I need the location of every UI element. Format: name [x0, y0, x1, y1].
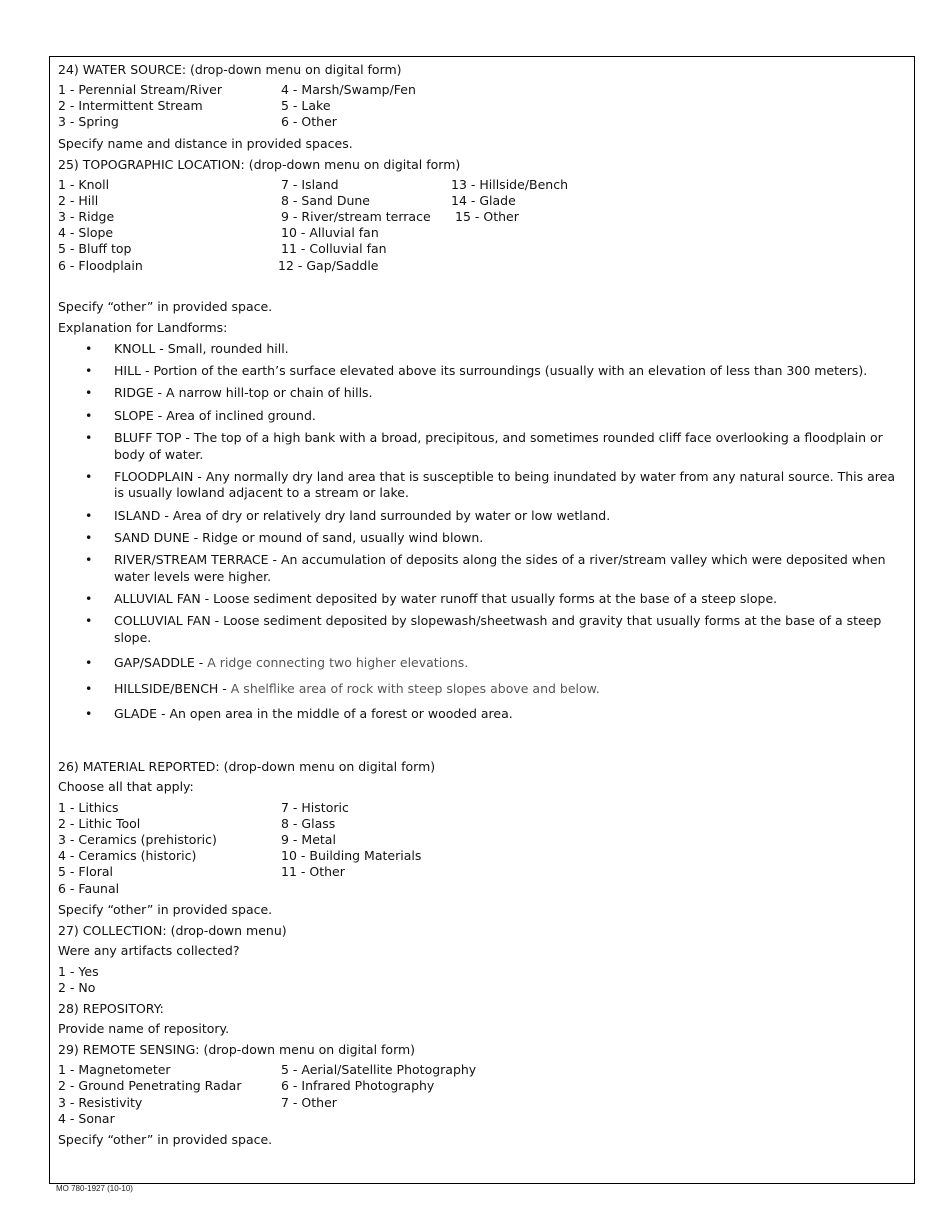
option: 5 - Aerial/Satellite Photography	[281, 1062, 477, 1078]
bullet-icon: •	[85, 613, 93, 629]
definition-term: FLOODPLAIN -	[114, 468, 206, 484]
option: 6 - Other	[281, 114, 337, 130]
definition-text: An accumulation of deposits along the sides of a river/stream valley which were deposited when water levels were higher.	[114, 552, 886, 584]
option: 3 - Ceramics (prehistoric)	[58, 832, 217, 847]
water-source-note: Specify name and distance in provided spaces.	[58, 135, 353, 151]
bullet-icon: •	[85, 340, 93, 356]
option: 6 - Floodplain	[58, 257, 143, 273]
definition-text: Loose sediment deposited by slopewash/sheetwash and gravity that usually forms at the base of a steep slope.	[114, 613, 882, 645]
repository-heading: 28) REPOSITORY:	[58, 1001, 164, 1017]
remote-sensing-heading: 29) REMOTE SENSING: (drop-down menu on digital form)	[58, 1042, 416, 1058]
option: 9 - Metal	[281, 832, 336, 847]
bullet-icon: •	[85, 552, 93, 568]
option: 3 - Ridge	[58, 209, 115, 225]
list-item	[58, 430, 906, 463]
definition-text: A ridge connecting two higher elevations.	[207, 655, 469, 671]
option	[281, 881, 581, 897]
option: 6 - Faunal	[58, 880, 120, 896]
definition-text: The top of a high bank with a broad, precipitous, and sometimes rounded cliff face overlooking a floodplain or body of water.	[114, 430, 883, 462]
option: 2 - No	[58, 980, 96, 996]
bullet-icon: •	[85, 591, 93, 606]
definition-text: Area of inclined ground.	[166, 407, 316, 423]
bullet-icon: •	[85, 680, 93, 696]
option: 2 - Lithic Tool	[58, 815, 141, 831]
definition-term: SAND DUNE -	[114, 529, 203, 545]
option: 11 - Colluvial fan	[281, 241, 387, 257]
definition-text: Portion of the earth’s surface elevated above its surroundings (usually with an elevation of less than 300 meters).	[153, 363, 868, 379]
list-item	[58, 706, 906, 723]
option: 3 - Resistivity	[58, 1094, 143, 1110]
option: 1 - Yes	[58, 963, 99, 979]
definition-term: HILL -	[114, 363, 154, 379]
list-item	[58, 591, 906, 608]
option: 2 - Intermittent Stream	[58, 98, 203, 114]
option: 7 - Historic	[281, 799, 349, 815]
list-item	[58, 341, 906, 358]
option: 4 - Marsh/Swamp/Fen	[281, 82, 416, 97]
repository-instruction: Provide name of repository.	[58, 1021, 230, 1037]
topographic-options	[58, 177, 906, 274]
remote-sensing-options	[58, 1062, 906, 1127]
list-item	[58, 552, 906, 585]
option: 10 - Alluvial fan	[281, 225, 379, 241]
option: 9 - River/stream terrace	[281, 209, 431, 225]
topographic-note: Specify “other” in provided space.	[58, 298, 273, 314]
option: 7 - Other	[281, 1094, 337, 1110]
material-note: Specify “other” in provided space.	[58, 901, 273, 917]
spacer	[58, 279, 906, 299]
option: 1 - Magnetometer	[58, 1062, 171, 1078]
option: 5 - Floral	[58, 864, 113, 880]
collection-heading: 27) COLLECTION: (drop-down menu)	[58, 922, 287, 938]
definition-term: GLADE -	[114, 706, 170, 722]
definition-term: RIVER/STREAM TERRACE -	[114, 552, 281, 568]
form-frame	[49, 56, 915, 1184]
definition-term: GAP/SADDLE -	[114, 655, 208, 671]
list-item	[58, 363, 906, 380]
list-item	[58, 385, 906, 402]
option	[451, 258, 651, 274]
option: 4 - Sonar	[58, 1110, 115, 1126]
definition-term: SLOPE -	[114, 407, 167, 423]
water-source-heading: 24) WATER SOURCE: (drop-down menu on digital form)	[58, 62, 402, 77]
bullet-icon: •	[85, 655, 93, 671]
list-item	[58, 655, 906, 672]
list-item	[58, 469, 906, 502]
collection-question: Were any artifacts collected?	[58, 942, 240, 958]
definition-text: Loose sediment deposited by water runoff that usually forms at the base of a steep slope.	[213, 591, 778, 606]
definition-text: A narrow hill-top or chain of hills.	[166, 385, 373, 401]
option: 15 - Other	[455, 209, 519, 225]
definition-text: An open area in the middle of a forest or wooded area.	[169, 706, 513, 722]
material-instruction: Choose all that apply:	[58, 778, 194, 794]
bullet-icon: •	[85, 468, 93, 484]
material-options	[58, 800, 906, 897]
form-number: MO 780-1927 (10-10)	[56, 1184, 133, 1193]
option: 2 - Ground Penetrating Radar	[58, 1078, 242, 1094]
bullet-icon: •	[85, 385, 93, 401]
material-heading: 26) MATERIAL REPORTED: (drop-down menu on digital form)	[58, 758, 436, 774]
landform-definitions	[58, 341, 906, 723]
bullet-icon: •	[85, 363, 93, 379]
definition-text: Ridge or mound of sand, usually wind blown.	[202, 529, 484, 545]
bullet-icon: •	[85, 507, 93, 523]
option	[451, 225, 651, 241]
definition-text: A shelflike area of rock with steep slopes above and below.	[230, 680, 600, 696]
option: 8 - Glass	[281, 815, 336, 831]
definition-term: ISLAND -	[114, 507, 173, 523]
option: 5 - Bluff top	[58, 241, 132, 257]
option: 10 - Building Materials	[281, 848, 422, 864]
list-item	[58, 613, 906, 646]
option: 8 - Sand Dune	[281, 192, 370, 208]
option: 7 - Island	[281, 176, 339, 192]
option	[281, 1111, 581, 1127]
collection-options	[58, 964, 906, 996]
definition-term: HILLSIDE/BENCH -	[114, 680, 231, 696]
water-source-options	[58, 82, 906, 131]
list-item	[58, 530, 906, 547]
list-item	[58, 508, 906, 525]
option: 11 - Other	[281, 864, 345, 880]
definition-term: BLUFF TOP -	[114, 430, 194, 446]
option: 2 - Hill	[58, 192, 99, 208]
option: 5 - Lake	[281, 98, 331, 114]
option: 4 - Ceramics (historic)	[58, 848, 197, 864]
option: 4 - Slope	[58, 225, 114, 241]
form-content	[58, 62, 906, 1153]
definition-term: RIDGE -	[114, 385, 167, 401]
definition-text: Any normally dry land area that is susceptible to being inundated by water from any natural source. This area is usually lowland adjacent to a stream or lake.	[114, 468, 896, 501]
definition-text: Area of dry or relatively dry land surrounded by water or low wetland.	[172, 507, 611, 523]
landform-explanation-title: Explanation for Landforms:	[58, 319, 228, 335]
option: 1 - Perennial Stream/River	[58, 82, 222, 97]
bullet-icon: •	[85, 430, 93, 446]
option: 1 - Lithics	[58, 799, 119, 815]
list-item	[58, 408, 906, 425]
option: 3 - Spring	[58, 114, 119, 130]
option: 1 - Knoll	[58, 176, 110, 192]
bullet-icon: •	[85, 407, 93, 423]
option: 13 - Hillside/Bench	[451, 176, 568, 192]
option: 6 - Infrared Photography	[281, 1078, 435, 1094]
topographic-heading: 25) TOPOGRAPHIC LOCATION: (drop-down menu on digital form)	[58, 156, 461, 172]
option: 12 - Gap/Saddle	[278, 257, 379, 273]
definition-term: KNOLL -	[114, 340, 168, 356]
spacer	[58, 729, 906, 759]
bullet-icon: •	[85, 706, 93, 722]
option	[451, 241, 651, 257]
bullet-icon: •	[85, 529, 93, 545]
definition-term: COLLUVIAL FAN -	[114, 613, 224, 629]
definition-term: ALLUVIAL FAN -	[114, 591, 214, 606]
option: 14 - Glade	[451, 192, 516, 208]
remote-sensing-note: Specify “other” in provided space.	[58, 1132, 273, 1148]
list-item	[58, 681, 906, 698]
definition-text: Small, rounded hill.	[167, 340, 289, 356]
